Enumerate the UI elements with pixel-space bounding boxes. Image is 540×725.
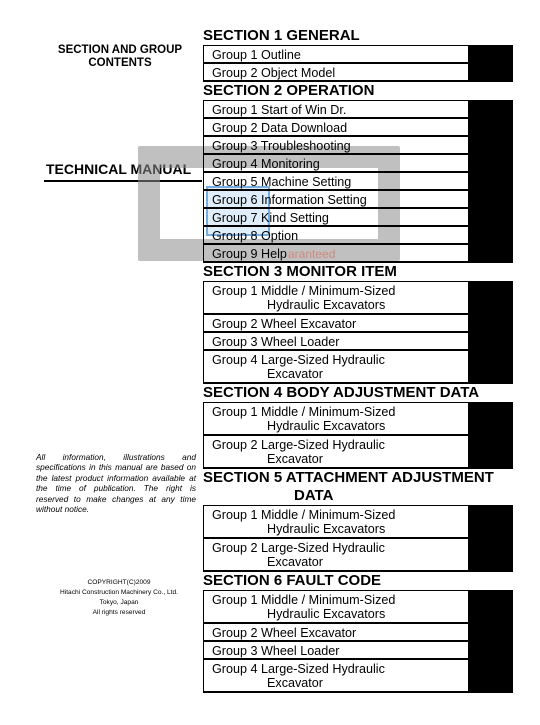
copyright-line-4: All rights reserved	[92, 609, 146, 616]
copyright-line-1: COPYRIGHT(C)2009	[87, 579, 151, 586]
group-label-text: Group 4 Monitoring	[212, 157, 320, 171]
group-row[interactable]	[203, 314, 513, 333]
group-row[interactable]	[203, 244, 513, 263]
section-tab-marker	[468, 282, 512, 313]
section-tab-marker	[468, 591, 512, 622]
group-label-text: Group 9 Help	[212, 247, 287, 261]
section-tab-marker	[468, 642, 512, 658]
section-tab-marker	[468, 436, 512, 467]
group-label	[212, 593, 395, 621]
section-title-text: SECTION 2 OPERATION	[203, 82, 375, 99]
group-row[interactable]	[203, 623, 513, 642]
group-label-text: Group 1 Middle / Minimum-Sized	[212, 593, 396, 607]
section-tab-marker	[468, 245, 512, 261]
section-title-text: SECTION 1 GENERAL	[203, 27, 360, 44]
group-row[interactable]	[203, 208, 513, 227]
group-row[interactable]	[203, 402, 513, 436]
group-label	[212, 193, 367, 207]
section-tab-marker	[468, 119, 512, 135]
manual-title: TECHNICAL MANUAL	[46, 161, 192, 177]
group-label-continuation: Excavator	[267, 367, 323, 381]
disclaimer-text: All information, illustrations and specifications in this manual are based on the latest product information available at the time of publication. The right is reserved to make changes at any time without notice.	[36, 452, 196, 515]
group-label-text: Group 2 Large-Sized Hydraulic	[212, 438, 385, 452]
section-tab-marker	[468, 539, 512, 570]
group-label-text: Group 1 Middle / Minimum-Sized	[212, 284, 396, 298]
group-label-text: Group 2 Wheel Excavator	[212, 317, 357, 331]
group-label	[212, 541, 385, 569]
group-label	[212, 353, 385, 381]
group-label	[212, 103, 346, 117]
group-label	[212, 157, 320, 171]
group-label-text: Group 2 Large-Sized Hydraulic	[212, 541, 385, 555]
group-label-text: Group 5 Machine Setting	[212, 175, 352, 189]
group-label-text: Group 3 Wheel Loader	[212, 644, 340, 658]
copyright-block	[44, 578, 194, 618]
group-label	[212, 508, 395, 536]
group-row[interactable]	[203, 190, 513, 209]
group-row[interactable]	[203, 226, 513, 245]
section-tab-marker	[468, 403, 512, 434]
group-row[interactable]	[203, 641, 513, 660]
group-label	[212, 175, 351, 189]
table-of-contents	[203, 27, 513, 693]
group-label	[212, 48, 301, 62]
group-row[interactable]	[203, 45, 513, 64]
copyright-line-2: Hitachi Construction Machinery Co., Ltd.	[59, 589, 178, 596]
group-row[interactable]	[203, 590, 513, 624]
group-label	[212, 335, 339, 349]
group-label-text: Group 7 Kind Setting	[212, 211, 329, 225]
group-label	[212, 247, 287, 261]
group-row[interactable]	[203, 63, 513, 82]
section-tab-marker	[468, 209, 512, 225]
group-label-text: Group 1 Middle / Minimum-Sized	[212, 405, 396, 419]
group-row[interactable]	[203, 154, 513, 173]
copyright-line-3: Tokyo, Japan	[99, 599, 139, 606]
group-row[interactable]	[203, 136, 513, 155]
section-tab-marker	[468, 191, 512, 207]
section-tab-marker	[468, 173, 512, 189]
group-label	[212, 644, 339, 658]
group-label-text: Group 3 Wheel Loader	[212, 335, 340, 349]
section-tab-marker	[468, 660, 512, 691]
section-title-text: SECTION 5 ATTACHMENT ADJUSTMENT	[203, 469, 494, 486]
group-label	[212, 121, 347, 135]
group-label	[212, 626, 356, 640]
heading-line-1: SECTION AND GROUP	[57, 44, 183, 56]
group-label-continuation: Hydraulic Excavators	[267, 419, 386, 433]
section-tab-marker	[468, 333, 512, 349]
section-title-continuation: DATA	[294, 487, 334, 504]
group-row[interactable]	[203, 538, 513, 572]
section-title-text: SECTION 4 BODY ADJUSTMENT DATA	[203, 384, 480, 401]
group-label-text: Group 4 Large-Sized Hydraulic	[212, 662, 385, 676]
section-title-text: SECTION 3 MONITOR ITEM	[203, 263, 397, 280]
group-label-continuation: Hydraulic Excavators	[267, 607, 386, 621]
section-title	[203, 384, 513, 402]
group-row[interactable]	[203, 435, 513, 469]
group-label	[212, 662, 385, 690]
group-row[interactable]	[203, 505, 513, 539]
group-label	[212, 229, 298, 243]
group-row[interactable]	[203, 172, 513, 191]
group-label-text: Group 3 Troubleshooting	[212, 139, 351, 153]
manual-title-underline	[44, 180, 202, 182]
group-label	[212, 317, 356, 331]
group-label-continuation: Hydraulic Excavators	[267, 522, 386, 536]
group-label-text: Group 6 Information Setting	[212, 193, 367, 207]
group-label-text: Group 4 Large-Sized Hydraulic	[212, 353, 385, 367]
group-label	[212, 66, 335, 80]
group-label-text: Group 8 Option	[212, 229, 299, 243]
group-label	[212, 438, 385, 466]
section-tab-marker	[468, 506, 512, 537]
watermark-text: aranteed	[288, 247, 336, 261]
group-row[interactable]	[203, 332, 513, 351]
group-row[interactable]	[203, 118, 513, 137]
section-title	[203, 469, 513, 505]
section-group-contents-heading	[46, 44, 194, 70]
section-tab-marker	[468, 624, 512, 640]
group-label-continuation: Hydraulic Excavators	[267, 298, 386, 312]
group-label-text: Group 2 Data Download	[212, 121, 348, 135]
section-tab-marker	[468, 137, 512, 153]
section-tab-marker	[468, 101, 512, 117]
section-title-text: SECTION 6 FAULT CODE	[203, 572, 382, 589]
section-tab-marker	[468, 227, 512, 243]
heading-line-2: CONTENTS	[88, 57, 152, 69]
section-title	[203, 82, 513, 100]
section-title	[203, 27, 513, 45]
section-tab-marker	[468, 155, 512, 171]
section-title	[203, 572, 513, 590]
group-label-continuation: Excavator	[267, 676, 323, 690]
group-label-text: Group 2 Wheel Excavator	[212, 626, 357, 640]
group-label	[212, 139, 351, 153]
group-label	[212, 405, 395, 433]
section-tab-marker	[468, 351, 512, 382]
group-label-continuation: Excavator	[267, 452, 323, 466]
group-label-text: Group 1 Start of Win Dr.	[212, 103, 347, 117]
section-tab-marker	[468, 315, 512, 331]
group-label-continuation: Excavator	[267, 555, 323, 569]
group-row[interactable]	[203, 350, 513, 384]
group-row[interactable]	[203, 281, 513, 315]
group-label	[212, 211, 329, 225]
group-label-text: Group 1 Middle / Minimum-Sized	[212, 508, 396, 522]
section-tab-marker	[468, 46, 512, 62]
section-title	[203, 263, 513, 281]
group-label	[212, 284, 395, 312]
section-tab-marker	[468, 64, 512, 80]
group-row[interactable]	[203, 100, 513, 119]
group-label-text: Group 2 Object Model	[212, 66, 336, 80]
group-label-text: Group 1 Outline	[212, 48, 301, 62]
group-row[interactable]	[203, 659, 513, 693]
